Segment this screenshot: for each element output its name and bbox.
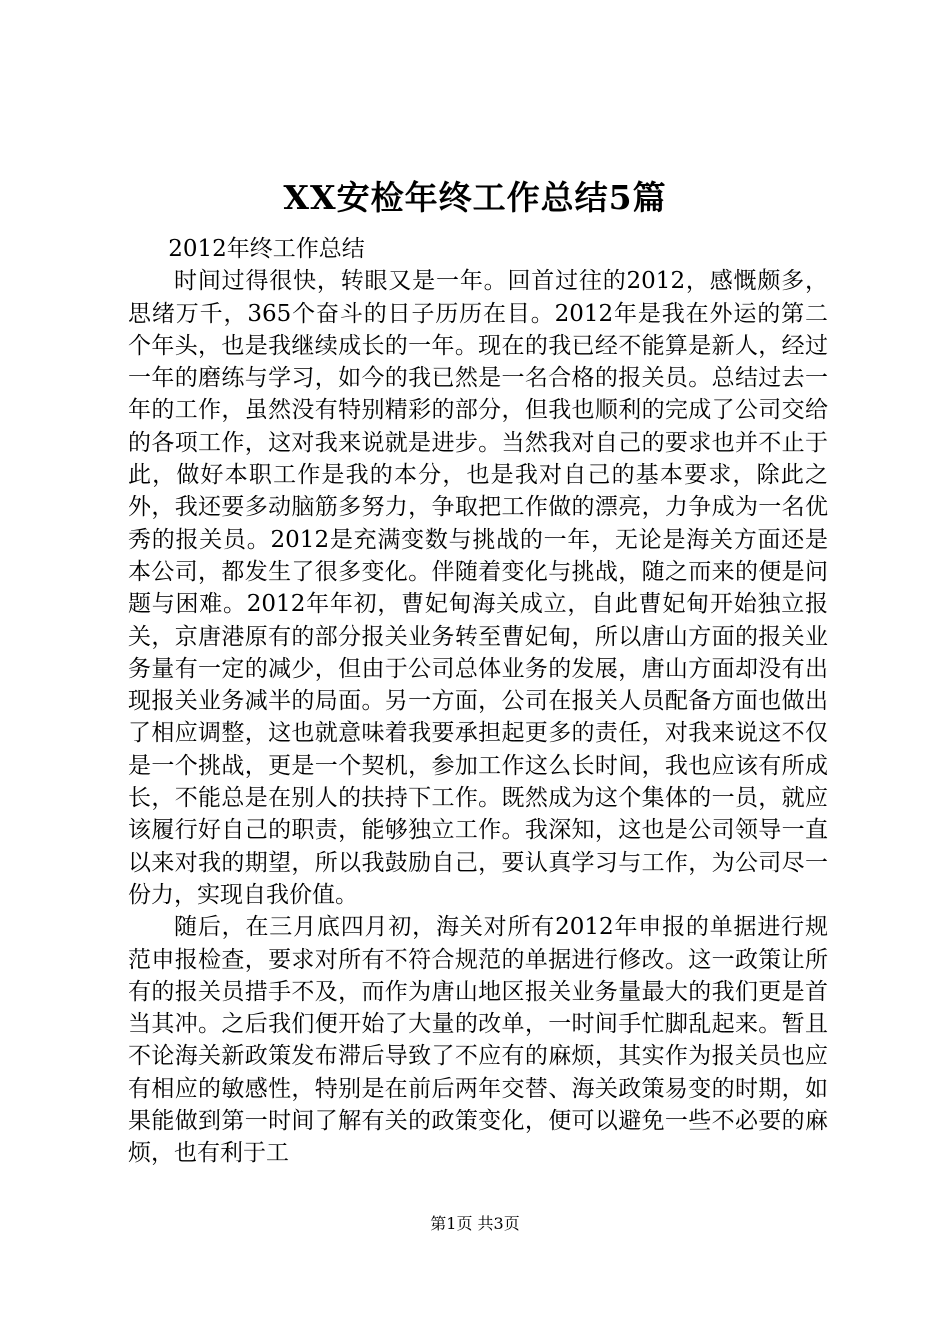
page-number: 第1页 共3页: [430, 1214, 520, 1233]
document-body: [128, 233, 828, 1170]
section-heading: 2012年终工作总结: [168, 236, 365, 262]
document-title: XX安检年终工作总结5篇: [283, 178, 667, 217]
paragraph-2: 随后，在三月底四月初，海关对所有2012年申报的单据进行规范申报检查，要求对所有不符合规范的单据进行修改。这一政策让所有的报关员措手不及，而作为唐山地区报关业务量最大的我们更是首当其冲。之后我们便开始了大量的改单，一时间手忙脚乱起来。暂且不论海关新政策发布滞后导致了不应有的麻烦，其实作为报关员也应有相应的敏感性，特别是在前后两年交替、海关政策易变的时期，如果能做到第一时间了解有关的政策变化，便可以避免一些不必要的麻烦，也有利于工: [128, 914, 828, 1167]
paragraph-1: 时间过得很快，转眼又是一年。回首过往的2012，感慨颇多，思绪万千，365个奋斗的日子历历在目。2012年是我在外运的第二个年头，也是我继续成长的一年。现在的我已经不能算是新人，经过一年的磨练与学习，如今的我已然是一名合格的报关员。总结过去一年的工作，虽然没有特别精彩的部分，但我也顺利的完成了公司交给的各项工作，这对我来说就是进步。当然我对自己的要求也并不止于此，做好本职工作是我的本分，也是我对自己的基本要求，除此之外，我还要多动脑筋多努力，争取把工作做的漂亮，力争成为一名优秀的报关员。2012是充满变数与挑战的一年，无论是海关方面还是本公司，都发生了很多变化。伴随着变化与挑战，随之而来的便是问题与困难。2012年年初，曹妃甸海关成立，自此曹妃甸开始独立报关，京唐港原有的部分报关业务转至曹妃甸，所以唐山方面的报关业务量有一定的减少，但由于公司总体业务的发展，唐山方面却没有出现报关业务减半的局面。另一方面，公司在报关人员配备方面也做出了相应调整，这也就意味着我要承担起更多的责任，对我来说这不仅是一个挑战，更是一个契机，参加工作这么长时间，我也应该有所成长，不能总是在别人的扶持下工作。既然成为这个集体的一员，就应该履行好自己的职责，能够独立工作。我深知，这也是公司领导一直以来对我的期望，所以我鼓励自己，要认真学习与工作，为公司尽一份力，实现自我价值。: [128, 268, 828, 908]
